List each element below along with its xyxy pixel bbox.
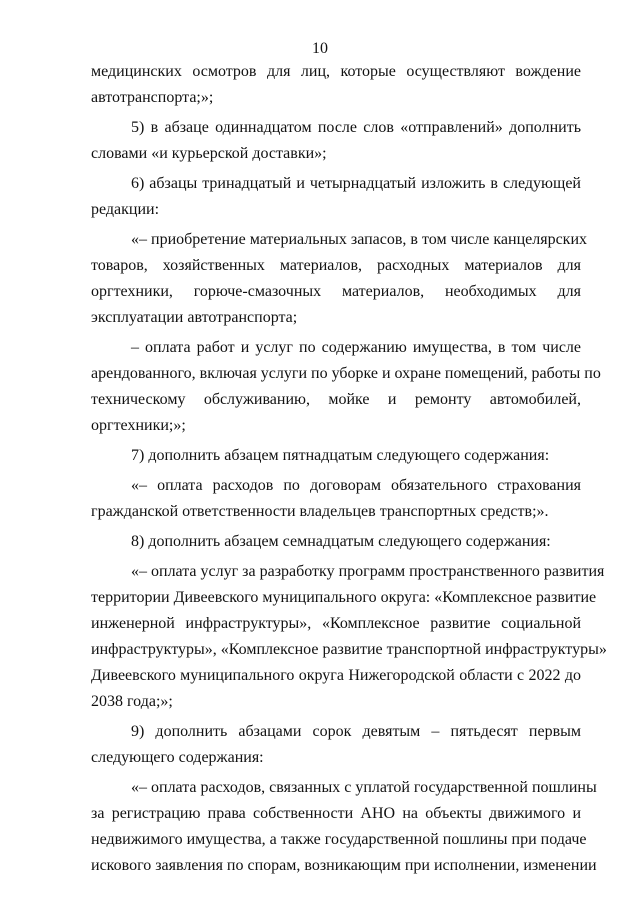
text-line: следующего содержания: (91, 749, 264, 766)
text-line: арендованного, включая услуги по уборке и охране помещений, работы по (91, 365, 601, 382)
text-line: товаров, хозяйственных материалов, расходных материалов для (91, 257, 581, 274)
text-line: Дивеевского муниципального округа Нижегородской области с 2022 до (91, 667, 581, 684)
paragraph (91, 775, 597, 879)
paragraph (91, 227, 588, 331)
paragraph (91, 443, 581, 469)
text-line: оргтехники;»; (91, 417, 186, 434)
text-line: оргтехники, горюче-смазочных материалов, необходимых для (91, 283, 581, 300)
text-line: 9) дополнить абзацами сорок девятым – пятьдесят первым (131, 723, 581, 740)
text-line: «– оплата расходов по договорам обязательного страхования (131, 477, 581, 494)
text-line: «– приобретение материальных запасов, в том числе канцелярских (131, 231, 588, 248)
text-line: инженерной инфраструктуры», «Комплексное развитие социальной (91, 615, 581, 632)
paragraph (91, 171, 581, 223)
text-line: инфраструктуры», «Комплексное развитие транспортной инфраструктуры» (91, 641, 607, 658)
text-line: эксплуатации автотранспорта; (91, 309, 298, 326)
text-line: автотранспорта;»; (91, 89, 214, 106)
text-line: 6) абзацы тринадцатый и четырнадцатый изложить в следующей (131, 175, 581, 192)
paragraph (91, 59, 581, 111)
paragraph (91, 115, 581, 167)
text-line: 8) дополнить абзацем семнадцатым следующего содержания: (131, 533, 551, 550)
document-body (91, 59, 607, 883)
text-line: 2038 года;»; (91, 693, 173, 710)
text-line: редакции: (91, 201, 160, 218)
text-line: техническому обслуживанию, мойке и ремонту автомобилей, (91, 391, 581, 408)
paragraph (91, 719, 581, 771)
text-line: – оплата работ и услуг по содержанию имущества, в том числе (131, 339, 581, 356)
text-line: 7) дополнить абзацем пятнадцатым следующего содержания: (131, 447, 550, 464)
paragraph (91, 529, 581, 555)
text-line: искового заявления по спорам, возникающим при исполнении, изменении (91, 857, 597, 874)
text-line: за регистрацию права собственности АНО на объекты движимого и (91, 805, 581, 822)
text-line: гражданской ответственности владельцев транспортных средств;». (91, 503, 549, 520)
text-line: «– оплата услуг за разработку программ пространственного развития (131, 563, 605, 580)
text-line: территории Дивеевского муниципального округа: «Комплексное развитие (91, 589, 597, 606)
text-line: медицинских осмотров для лиц, которые осуществляют вождение (91, 63, 581, 80)
paragraph (91, 559, 607, 715)
text-line: недвижимого имущества, а также государственной пошлины при подаче (91, 831, 587, 848)
paragraph (91, 335, 601, 439)
page-number: 10 (312, 40, 328, 57)
text-line: «– оплата расходов, связанных с уплатой государственной пошлины (131, 779, 597, 796)
text-line: словами «и курьерской доставки»; (91, 145, 327, 162)
text-line: 5) в абзаце одиннадцатом после слов «отправлений» дополнить (131, 119, 581, 136)
paragraph (91, 473, 581, 525)
